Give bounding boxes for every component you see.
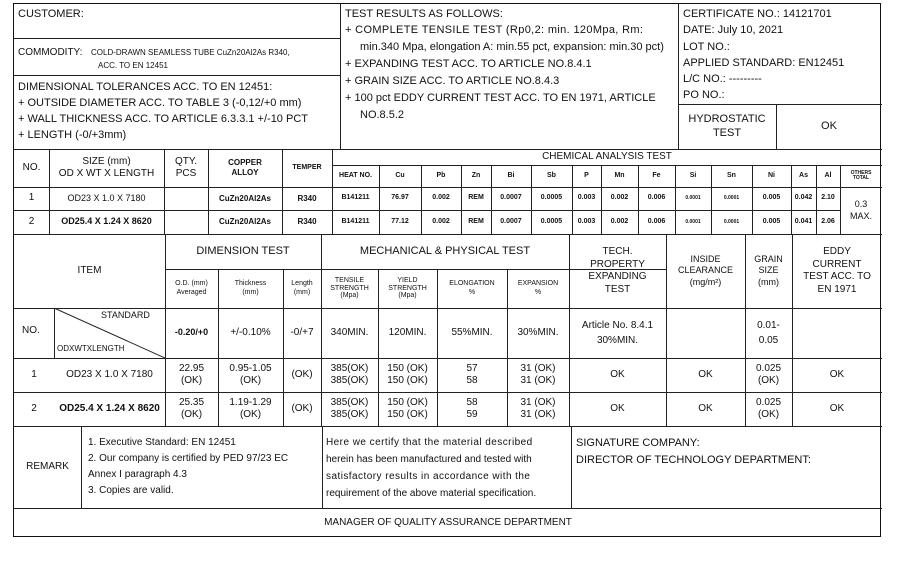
element-value: 0.006 bbox=[647, 217, 666, 225]
row-heat-no: B141211 bbox=[341, 217, 370, 225]
std-grain-line: 0.05 bbox=[758, 335, 779, 346]
row-inside-clearance: OK bbox=[698, 368, 713, 380]
std-grain-size bbox=[745, 308, 792, 358]
std-thickness: +/-0.10% bbox=[230, 326, 271, 338]
commodity-label: COMMODITY: bbox=[18, 47, 83, 58]
elong-value: 58 bbox=[466, 396, 478, 408]
row-yield bbox=[378, 358, 437, 392]
director-technology: DIRECTOR OF TECHNOLOGY DEPARTMENT: bbox=[576, 454, 811, 466]
tensile-subheader bbox=[321, 269, 378, 308]
dim-tolerances-title: DIMENSIONAL TOLERANCES ACC. TO EN 12451: bbox=[18, 81, 273, 93]
manager-quality-assurance: MANAGER OF QUALITY ASSURANCE DEPARTMENT bbox=[324, 516, 572, 528]
subheader-line: Averaged bbox=[176, 288, 207, 296]
yield-value: 150 (OK) bbox=[387, 409, 428, 420]
subheader-line: STRENGTH bbox=[330, 284, 369, 292]
test-results-line: + COMPLETE TENSILE TEST (Rp0,2: min. 120Mpa, Rm: bbox=[345, 24, 644, 36]
tensile-value: 385(OK) bbox=[330, 396, 369, 408]
elongation-subheader bbox=[437, 269, 507, 308]
tensile-value: 385(OK) bbox=[330, 362, 369, 374]
std-grain-line: 0.01- bbox=[757, 320, 780, 331]
yield-value: 150 (OK) bbox=[387, 362, 428, 374]
elong-value: 58 bbox=[466, 375, 478, 386]
item-header: ITEM bbox=[77, 264, 102, 276]
element-value: 76.97 bbox=[391, 194, 409, 202]
element-value: 0.0001 bbox=[685, 195, 701, 202]
remark-item: Annex I paragraph 4.3 bbox=[88, 469, 187, 480]
element-header: Fe bbox=[652, 171, 661, 179]
element-header: As bbox=[799, 171, 808, 179]
subheader-line: (Mpa) bbox=[398, 292, 417, 300]
certification-line: requirement of the above material specification. bbox=[326, 488, 537, 499]
certificate-no: CERTIFICATE NO.: 14121701 bbox=[683, 8, 832, 20]
row-tensile bbox=[321, 358, 378, 392]
row-grain-size bbox=[745, 392, 792, 426]
subheader-line: EXPANSION bbox=[517, 279, 559, 287]
col-temper-header: TEMPER bbox=[292, 163, 322, 171]
element-value: REM bbox=[468, 217, 484, 225]
expansion-subheader bbox=[507, 269, 569, 308]
row-tech-property: OK bbox=[610, 402, 625, 414]
element-header: Si bbox=[689, 171, 697, 179]
yield-subheader bbox=[378, 269, 437, 308]
row-size: OD25.4 X 1.24 X 8620 bbox=[59, 402, 160, 414]
row-grain-size bbox=[745, 358, 792, 392]
certification-line: herein has been manufactured and tested with bbox=[326, 454, 532, 465]
expansion-value: 31 (OK) bbox=[520, 375, 556, 386]
lot-no: LOT NO.: bbox=[683, 41, 730, 53]
row-length: (OK) bbox=[291, 402, 313, 414]
divider bbox=[14, 426, 882, 427]
row-no: 1 bbox=[31, 368, 37, 380]
remark-item: 2. Our company is certified by PED 97/23 EC bbox=[88, 453, 289, 464]
std-expansion: 30%MIN. bbox=[517, 326, 559, 338]
element-header: Sb bbox=[547, 171, 556, 179]
grain-status: (OK) bbox=[757, 409, 780, 420]
length-subheader bbox=[283, 269, 321, 308]
test-results-line: NO.8.5.2 bbox=[360, 109, 405, 121]
subheader-line: (Mpa) bbox=[340, 292, 359, 300]
tech-property-header bbox=[569, 234, 666, 308]
tensile-value: 385(OK) bbox=[330, 409, 369, 420]
dim-tolerance-line: + LENGTH (-0/+3mm) bbox=[18, 129, 127, 141]
element-value: 0.0007 bbox=[500, 217, 522, 225]
element-header: Al bbox=[824, 171, 832, 179]
row-tensile bbox=[321, 392, 378, 426]
grain-label-line: (mm) bbox=[758, 276, 779, 287]
row-od bbox=[165, 392, 218, 426]
dimension-test-header: DIMENSION TEST bbox=[196, 244, 290, 257]
dim-tolerance-line: + OUTSIDE DIAMETER ACC. TO TABLE 3 (-0,12/+0 mm) bbox=[18, 97, 302, 109]
element-header: Cu bbox=[395, 171, 405, 179]
date: DATE: July 10, 2021 bbox=[683, 24, 784, 36]
signature-company: SIGNATURE COMPANY: bbox=[576, 437, 700, 449]
subheader-line: O.D. (mm) bbox=[175, 279, 208, 287]
element-value: 0.002 bbox=[432, 194, 450, 202]
commodity-value: ACC. TO EN 12451 bbox=[98, 61, 168, 70]
others-label-line: OTHERS bbox=[850, 169, 872, 176]
od-status: (OK) bbox=[180, 409, 203, 420]
element-header: Bi bbox=[507, 171, 515, 179]
thickness-status: (OK) bbox=[239, 375, 262, 386]
subheader-line: TENSILE bbox=[334, 276, 365, 284]
divider bbox=[14, 38, 340, 39]
hydrostatic-label-line: HYDROSTATIC bbox=[688, 112, 766, 125]
divider bbox=[81, 426, 82, 508]
heat-no-header: HEAT NO. bbox=[339, 171, 372, 179]
elong-value: 57 bbox=[466, 362, 478, 374]
element-value: 0.0005 bbox=[540, 217, 563, 225]
size-label-line: OD X WT X LENGTH bbox=[58, 168, 155, 179]
grain-status: (OK) bbox=[757, 375, 780, 386]
grain-size-header bbox=[745, 234, 792, 308]
dim-tolerance-line: + WALL THICKNESS ACC. TO ARTICLE 6.3.3.1 +/-10 PCT bbox=[18, 113, 308, 125]
standard-label: STANDARD bbox=[101, 310, 150, 320]
others-label-line: TOTAL bbox=[852, 175, 870, 181]
element-value: 0.0001 bbox=[685, 218, 701, 225]
tech-label-line: EXPANDING bbox=[588, 271, 647, 282]
element-value: 0.0005 bbox=[540, 194, 563, 202]
row-temper: R340 bbox=[297, 193, 317, 203]
thickness-value: 0.95-1.05 bbox=[229, 362, 272, 374]
element-value: 0.003 bbox=[577, 217, 596, 225]
col-no-header: NO. bbox=[22, 161, 41, 173]
divider bbox=[164, 149, 165, 234]
row-size: OD23 X 1.0 X 7180 bbox=[66, 368, 153, 380]
alloy-label-line: COPPER bbox=[228, 158, 262, 167]
eddy-current-header bbox=[792, 234, 882, 308]
alloy-label-line: ALLOY bbox=[231, 168, 259, 177]
hydrostatic-label-line: TEST bbox=[712, 126, 742, 139]
qty-label-line: PCS bbox=[175, 168, 197, 179]
od-value: 25.35 bbox=[178, 396, 205, 408]
std-tech-property bbox=[569, 308, 666, 358]
element-value: 0.002 bbox=[610, 194, 629, 202]
element-value: 0.0007 bbox=[500, 194, 522, 202]
element-value: 0.041 bbox=[794, 217, 813, 225]
row-eddy-current: OK bbox=[829, 368, 845, 380]
subheader-line: (mm) bbox=[242, 288, 259, 296]
inside-label-line: CLEARANCE bbox=[677, 265, 733, 276]
hydrostatic-result: OK bbox=[821, 119, 837, 132]
element-value: 0.0001 bbox=[723, 218, 740, 225]
row-no: 2 bbox=[28, 215, 35, 227]
inside-label-line: (mg/m²) bbox=[689, 276, 722, 287]
eddy-label-line: CURRENT bbox=[812, 258, 862, 270]
row-inside-clearance: OK bbox=[698, 402, 713, 414]
std-length: -0/+7 bbox=[290, 326, 314, 338]
subheader-line: STRENGTH bbox=[388, 284, 427, 292]
divider bbox=[571, 426, 572, 508]
grain-value: 0.025 bbox=[755, 362, 782, 374]
row-thickness bbox=[218, 392, 283, 426]
subheader-line: YIELD bbox=[397, 276, 418, 284]
grain-value: 0.025 bbox=[755, 396, 782, 408]
tech-label-line: TECH. bbox=[602, 246, 633, 257]
test-results-title: TEST RESULTS AS FOLLOWS: bbox=[345, 8, 503, 20]
element-value: 77.12 bbox=[391, 217, 409, 225]
expansion-value: 31 (OK) bbox=[520, 409, 556, 420]
std-yield: 120MIN. bbox=[388, 326, 427, 338]
od-status: (OK) bbox=[180, 375, 203, 386]
element-value: 0.002 bbox=[432, 217, 450, 225]
element-value: 0.005 bbox=[762, 217, 781, 225]
element-value: 0.006 bbox=[647, 194, 666, 202]
eddy-label-line: EDDY bbox=[823, 246, 851, 257]
row-alloy: CuZn20Al2As bbox=[218, 193, 271, 203]
hydrostatic-label bbox=[678, 104, 776, 149]
row-yield bbox=[378, 392, 437, 426]
od-subheader bbox=[165, 269, 218, 308]
applied-standard: APPLIED STANDARD: EN12451 bbox=[683, 57, 845, 69]
yield-value: 150 (OK) bbox=[387, 396, 428, 408]
subheader-line: % bbox=[534, 288, 542, 296]
element-value: 0.005 bbox=[762, 194, 781, 202]
others-total-header bbox=[840, 165, 882, 187]
std-tensile: 340MIN. bbox=[330, 326, 369, 338]
element-value: 2.10 bbox=[821, 194, 835, 202]
subheader-line: Thickness bbox=[234, 279, 267, 287]
element-header: P bbox=[584, 171, 589, 179]
row-expansion bbox=[507, 392, 569, 426]
element-value: 0.042 bbox=[794, 194, 813, 202]
element-value: 0.0001 bbox=[723, 195, 740, 202]
thickness-subheader bbox=[218, 269, 283, 308]
subheader-line: (mm) bbox=[293, 288, 311, 296]
row-expansion bbox=[507, 358, 569, 392]
mechanical-test-header: MECHANICAL & PHYSICAL TEST bbox=[359, 244, 531, 257]
others-value-line: 0.3 bbox=[854, 199, 868, 210]
size-label-line: SIZE (mm) bbox=[82, 155, 131, 167]
row-elong bbox=[437, 358, 507, 392]
row-no: 2 bbox=[31, 402, 37, 414]
row-no: 1 bbox=[28, 192, 35, 204]
yield-value: 150 (OK) bbox=[387, 375, 428, 386]
subheader-line: % bbox=[468, 288, 476, 296]
subheader-line: Length bbox=[291, 279, 313, 287]
divider bbox=[54, 308, 55, 358]
elong-value: 59 bbox=[466, 409, 478, 420]
tech-label-line: TEST bbox=[604, 283, 631, 295]
others-value-line: MAX. bbox=[849, 210, 872, 221]
row-elong bbox=[437, 392, 507, 426]
test-results-line: + 100 pct EDDY CURRENT TEST ACC. TO EN 1971, ARTICLE bbox=[345, 92, 656, 104]
eddy-label-line: EN 1971 bbox=[817, 283, 857, 295]
test-results-line: min.340 Mpa, elongation A: min.55 pct, expansion: min.30 pct) bbox=[360, 41, 664, 53]
thickness-status: (OK) bbox=[239, 409, 262, 420]
od-value: 22.95 bbox=[178, 362, 205, 374]
customer-label: CUSTOMER: bbox=[18, 8, 84, 20]
element-header: Sn bbox=[727, 171, 736, 179]
divider bbox=[322, 426, 323, 508]
row-tech-property: OK bbox=[610, 368, 625, 380]
divider bbox=[340, 4, 341, 149]
expansion-value: 31 (OK) bbox=[520, 396, 556, 408]
col-qty-header bbox=[164, 149, 208, 187]
row-size: OD25.4 X 1.24 X 8620 bbox=[61, 216, 152, 227]
tech-label-line: PROPERTY bbox=[590, 258, 645, 270]
inside-clearance-header bbox=[666, 234, 745, 308]
element-header: Zn bbox=[471, 171, 481, 179]
qty-label-line: QTY. bbox=[174, 155, 198, 167]
lc-no: L/C NO.: --------- bbox=[683, 73, 762, 85]
inside-label-line: INSIDE bbox=[690, 254, 721, 265]
divider bbox=[14, 75, 340, 76]
remark-item: 3. Copies are valid. bbox=[88, 485, 174, 496]
row-size: OD23 X 1.0 X 7180 bbox=[67, 192, 146, 203]
row-alloy: CuZn20Al2As bbox=[218, 217, 271, 226]
std-elongation: 55%MIN. bbox=[451, 326, 493, 338]
no-label: NO. bbox=[22, 325, 40, 336]
certification-line: satisfactory results in accordance with the bbox=[326, 471, 531, 482]
row-length: (OK) bbox=[291, 368, 313, 380]
remark-item: 1. Executive Standard: EN 12451 bbox=[88, 437, 236, 448]
element-value: 0.003 bbox=[577, 194, 596, 202]
element-header: Pb bbox=[436, 171, 446, 179]
subheader-line: ELONGATION bbox=[449, 279, 495, 287]
row-temper: R340 bbox=[297, 217, 317, 226]
row-od bbox=[165, 358, 218, 392]
others-total-value bbox=[840, 187, 882, 234]
certification-line: Here we certify that the material described bbox=[326, 437, 533, 448]
element-header: Ni bbox=[768, 171, 775, 179]
remark-label: REMARK bbox=[26, 460, 69, 472]
std-tech-line: Article No. 8.4.1 bbox=[581, 320, 654, 331]
po-no: PO NO.: bbox=[683, 89, 725, 101]
col-size-header bbox=[49, 149, 164, 187]
row-thickness bbox=[218, 358, 283, 392]
element-header: Mn bbox=[614, 171, 625, 179]
element-value: 0.002 bbox=[610, 217, 629, 225]
expansion-value: 31 (OK) bbox=[520, 362, 556, 374]
row-eddy-current: OK bbox=[829, 402, 845, 414]
odxwtxlength-label: ODXWTXLENGTH bbox=[57, 344, 125, 353]
grain-label-line: GRAIN bbox=[754, 254, 783, 265]
certificate bbox=[13, 3, 881, 537]
eddy-label-line: TEST ACC. TO bbox=[803, 271, 871, 282]
tensile-value: 385(OK) bbox=[330, 375, 369, 386]
thickness-value: 1.19-1.29 bbox=[229, 396, 272, 408]
commodity-value: COLD-DRAWN SEAMLESS TUBE CuZn20Al2As R340, bbox=[91, 48, 290, 57]
std-tech-line: 30%MIN. bbox=[596, 335, 639, 346]
grain-label-line: SIZE bbox=[758, 265, 779, 276]
std-od: -0.20/+0 bbox=[174, 327, 209, 338]
row-heat-no: B141211 bbox=[341, 194, 370, 202]
test-results-line: + GRAIN SIZE ACC. TO ARTICLE NO.8.4.3 bbox=[345, 75, 560, 87]
element-value: 2.06 bbox=[821, 217, 835, 225]
test-results-line: + EXPANDING TEST ACC. TO ARTICLE NO.8.4.1 bbox=[345, 58, 592, 70]
col-alloy-header bbox=[208, 149, 282, 187]
element-value: REM bbox=[468, 194, 484, 202]
chemical-analysis-title: CHEMICAL ANALYSIS TEST bbox=[542, 150, 672, 162]
